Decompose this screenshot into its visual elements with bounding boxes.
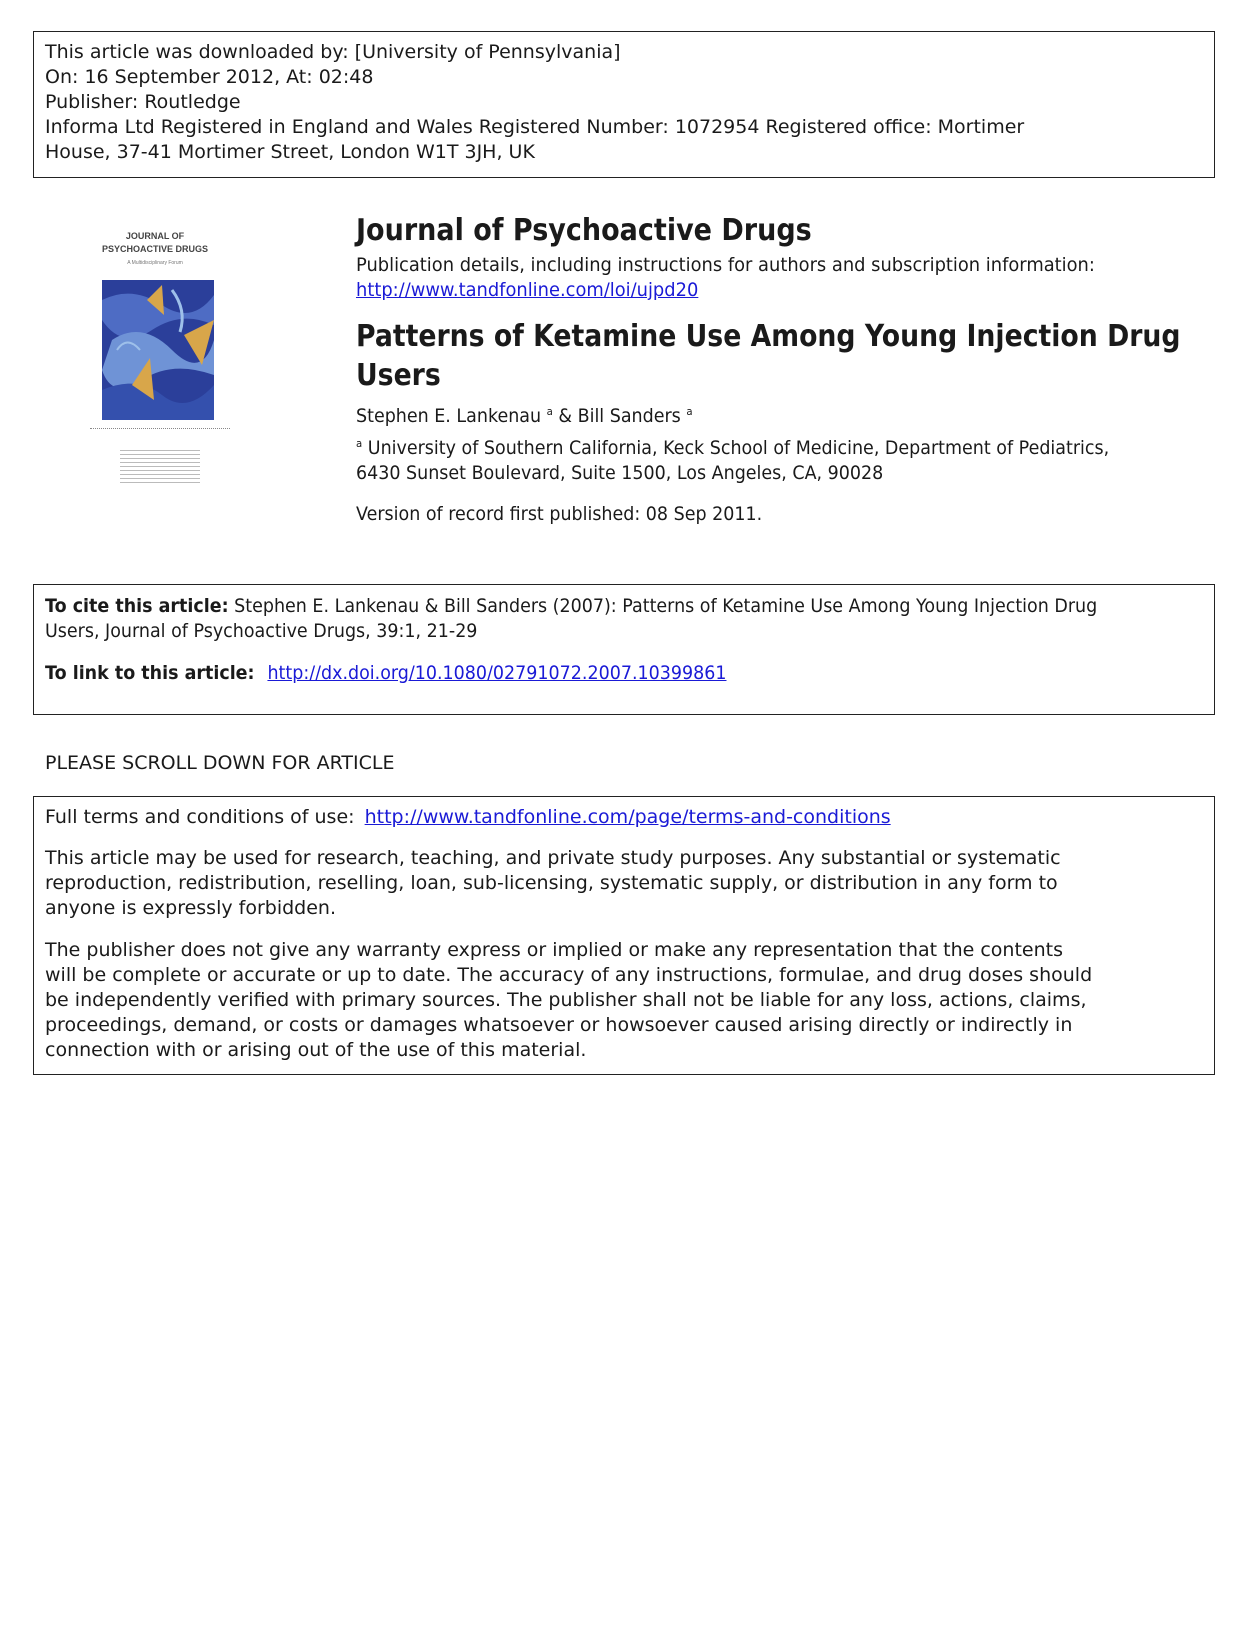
cite-label: To cite this article:	[45, 595, 229, 617]
terms-label: Full terms and conditions of use:	[45, 806, 355, 828]
affiliation-mark: a	[686, 405, 693, 418]
download-source-line: This article was downloaded by: [University of Pennsylvania]	[45, 41, 621, 63]
author-2: & Bill Sanders	[558, 405, 681, 427]
affiliation-text: University of Southern California, Keck School of Medicine, Department of Pediatrics,	[367, 437, 1110, 459]
affiliation-mark: a	[356, 437, 363, 450]
cover-subtitle: A Multidisciplinary Forum	[127, 260, 183, 266]
link-label: To link to this article:	[45, 662, 255, 684]
usage-paragraph-line2: reproduction, redistribution, reselling, loan, sub-licensing, systematic supply, or distribution in any form to	[45, 872, 1058, 894]
disclaimer-line3: be independently verified with primary sources. The publisher shall not be liable for any loss, actions, claims,	[45, 989, 1087, 1011]
disclaimer-line5: connection with or arising out of the use of this material.	[45, 1039, 587, 1061]
usage-paragraph-line3: anyone is expressly forbidden.	[45, 897, 337, 919]
journal-title: Journal of Psychoactive Drugs	[356, 213, 812, 248]
terms-line	[45, 805, 891, 830]
affiliation-line1	[356, 436, 1109, 460]
article-title-line1: Patterns of Ketamine Use Among Young Injection Drug	[356, 319, 1181, 354]
cover-footer-text	[90, 428, 230, 431]
cover-artwork	[102, 280, 214, 420]
disclaimer-line1: The publisher does not give any warranty express or implied or make any representation that the contents	[45, 939, 1063, 961]
cover-title-line2: PSYCHOACTIVE DRUGS	[101, 244, 208, 254]
cite-line2: Users, Journal of Psychoactive Drugs, 39:1, 21-29	[45, 620, 478, 642]
download-date-line: On: 16 September 2012, At: 02:48	[45, 66, 374, 88]
author-1: Stephen E. Lankenau	[356, 405, 542, 427]
doi-link[interactable]: http://dx.doi.org/10.1080/02791072.2007.10399861	[267, 662, 727, 684]
affiliation-mark: a	[546, 405, 553, 418]
terms-link[interactable]: http://www.tandfonline.com/page/terms-and-conditions	[364, 806, 891, 828]
publisher-line: Publisher: Routledge	[45, 91, 241, 113]
version-of-record: Version of record first published: 08 Sep 2011.	[356, 503, 763, 525]
journal-url-link[interactable]: http://www.tandfonline.com/loi/ujpd20	[356, 279, 699, 301]
disclaimer-line4: proceedings, demand, or costs or damages whatsoever or howsoever caused arising directly or indirectly in	[45, 1014, 1073, 1036]
publication-details: Publication details, including instructions for authors and subscription information:	[356, 254, 1095, 276]
article-title-line2: Users	[356, 358, 441, 393]
cover-editors-block	[120, 447, 200, 485]
affiliation-line2: 6430 Sunset Boulevard, Suite 1500, Los Angeles, CA, 90028	[356, 462, 884, 484]
author-line	[356, 404, 693, 428]
doi-line	[45, 661, 726, 686]
cover-title-line1: JOURNAL OF	[125, 231, 185, 241]
disclaimer-line2: will be complete or accurate or up to date. The accuracy of any instructions, formulae, and drug doses should	[45, 964, 1093, 986]
usage-paragraph-line1: This article may be used for research, teaching, and private study purposes. Any substantial or systematic	[45, 847, 1061, 869]
journal-cover-image	[80, 225, 245, 490]
scroll-notice: PLEASE SCROLL DOWN FOR ARTICLE	[45, 752, 395, 774]
registration-line: Informa Ltd Registered in England and Wales Registered Number: 1072954 Registered office: Mortimer	[45, 116, 1025, 138]
cite-text: Stephen E. Lankenau & Bill Sanders (2007): Patterns of Ketamine Use Among Young Injection Drug	[234, 595, 1098, 617]
cite-line1	[45, 594, 1097, 619]
address-line: House, 37-41 Mortimer Street, London W1T 3JH, UK	[45, 141, 535, 163]
